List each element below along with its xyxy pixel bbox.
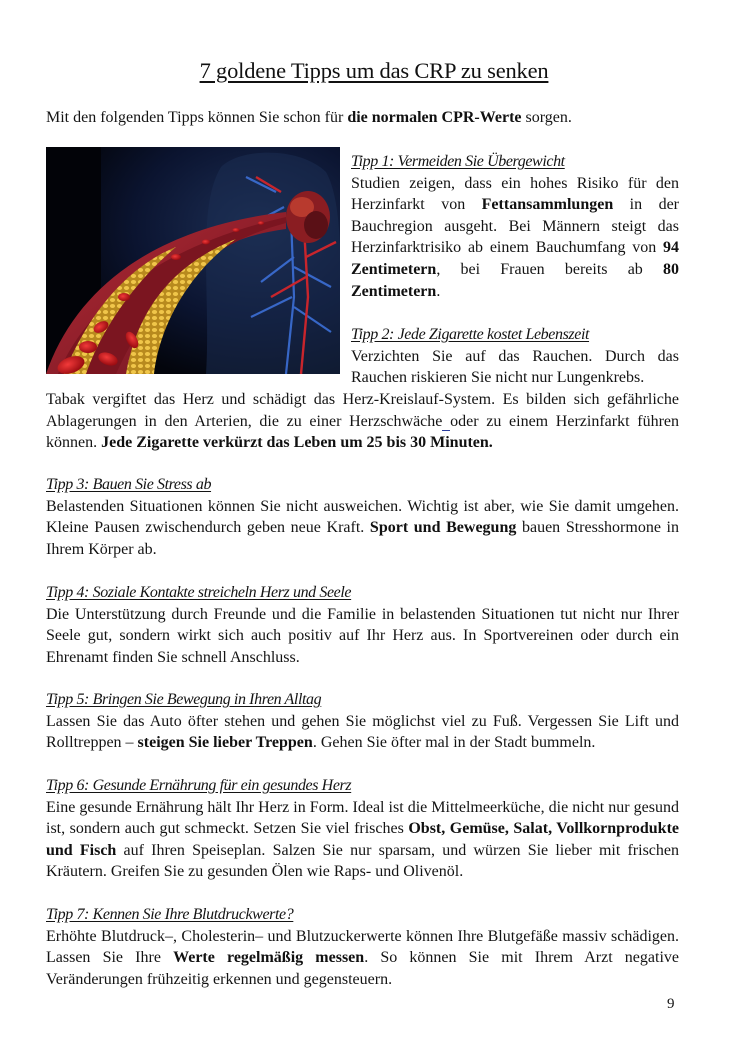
intro-emphasis: die normalen CPR-Werte — [347, 109, 522, 126]
tip-1-text: , bei Frauen bereits ab — [436, 260, 663, 278]
tip-1-emphasis: 80 Zentimetern — [351, 260, 679, 300]
tip-6-text: Eine gesunde Ernährung hält Ihr Herz in Form. Ideal ist die Mittelmeerküche, die nicht nur gesund ist, sondern auch gut schmeckt. Setzen Sie viel frisches — [46, 798, 679, 838]
tip-1-text: Studien zeigen, dass ein hohes Risiko für den Herzinfarkt von — [351, 174, 679, 214]
tip-3-body — [46, 496, 679, 561]
tip-2-title: Tipp 2: Jede Zigarette kostet Lebenszeit — [351, 326, 590, 343]
tip-3-text: bauen Stresshormone in Ihrem Körper ab. — [46, 519, 679, 558]
intro-text-end: sorgen. — [521, 109, 572, 126]
tip-1-text: . — [436, 282, 441, 300]
tip-7-text: Erhöhte Blutdruck–, Cholesterin– und Blutzuckerwerte können Ihre Blutgefäße massiv schädigen. Lassen Sie Ihre — [46, 927, 679, 967]
intro-text: Mit den folgenden Tipps können Sie schon für — [46, 109, 348, 126]
tip-1-emphasis: Fettansammlungen — [481, 196, 614, 214]
artery-heart-illustration-icon — [46, 147, 340, 374]
tip-7-emphasis: Werte regelmäßig messen — [173, 949, 365, 967]
tip-2-body-side: Verzichten Sie auf das Rauchen. Durch das Rauchen riskieren Sie nicht nur Lungenkrebs. — [351, 347, 679, 387]
tip-3-title: Tipp 3: Bauen Sie Stress ab — [46, 476, 212, 493]
tip-6-body — [46, 797, 679, 883]
tip-7-title: Tipp 7: Kennen Sie Ihre Blutdruckwerte? — [46, 906, 294, 923]
tip-3-emphasis: Sport und Bewegung — [369, 519, 517, 537]
tip-2-emphasis: Jede Zigarette verkürzt das Leben um 25 bis 30 Minuten. — [101, 434, 493, 452]
tip-5 — [46, 689, 679, 754]
intro-paragraph — [46, 107, 686, 129]
tip-7-text: . So können Sie mit Ihrem Arzt negative Veränderungen frühzeitig erkennen und gegensteuern. — [46, 949, 679, 988]
tip-7 — [46, 904, 679, 990]
tip-4-body: Die Unterstützung durch Freunde und die Familie in belastenden Situationen tut nicht nur Ihrer Seele gut, sondern wirkt sich auch positiv auf Ihr Herz aus. In Sportvereinen oder durch ein Ehrenamt finden Sie schnell Anschluss. — [46, 605, 679, 666]
tip-6-title: Tipp 6: Gesunde Ernährung für ein gesundes Herz — [46, 777, 352, 794]
tip-7-body — [46, 926, 679, 991]
tip-2-text: Tabak vergiftet das Herz und schädigt das Herz-Kreislauf-System. Es bilden sich gefährliche Ablagerungen in den Arterien, die zu einer Herzschwäche — [46, 391, 679, 430]
tip-1-text: in der Bauchregion ausgeht. Bei Männern steigt das Herzinfarktrisiko ab einem Bauchumfang von — [351, 196, 680, 257]
tip-3-text: Belastenden Situationen können Sie nicht ausweichen. Wichtig ist aber, wie Sie damit umgehen. Kleine Pausen zwischendurch geben neue Kraft. — [46, 497, 679, 537]
tip-5-body — [46, 711, 679, 754]
tip-4 — [46, 582, 679, 668]
tip-1-title: Tipp 1: Vermeiden Sie Übergewicht — [351, 153, 565, 170]
tip-6-text: auf Ihren Speiseplan. Salzen Sie nur sparsam, und würzen Sie lieber mit frischen Kräutern. Greifen Sie zu gesunden Ölen wie Raps- und Olivenöl. — [46, 841, 680, 881]
tip-2-text: oder zu einem Herzinfarkt führen können. — [46, 412, 680, 452]
revision-mark — [442, 413, 450, 431]
tip-2-body — [46, 389, 679, 454]
tip-5-text: . Gehen Sie öfter mal in der Stadt bummeln. — [312, 734, 596, 752]
tip-4-title: Tipp 4: Soziale Kontakte streicheln Herz und Seele — [46, 584, 352, 601]
tip-6 — [46, 775, 679, 883]
tip-5-title: Tipp 5: Bringen Sie Bewegung in Ihren Alltag — [46, 691, 322, 708]
tip-1 — [351, 151, 679, 302]
page-number: 9 — [667, 996, 675, 1012]
tip-6-emphasis: Obst, Gemüse, Salat, Vollkornprodukte und Fisch — [46, 820, 680, 859]
tip-2-header — [351, 324, 679, 389]
tip-5-emphasis: steigen Sie lieber Treppen — [137, 734, 313, 752]
tip-1-body — [351, 173, 679, 303]
tip-1-emphasis: 94 Zentimetern — [351, 239, 679, 278]
tip-3 — [46, 474, 679, 560]
artery-heart-image — [46, 147, 340, 374]
tip-5-text: Lassen Sie das Auto öfter stehen und gehen Sie möglichst viel zu Fuß. Vergessen Sie Lift und Rolltreppen – — [46, 712, 679, 752]
page-title: 7 goldene Tipps um das CRP zu senken — [199, 58, 549, 83]
